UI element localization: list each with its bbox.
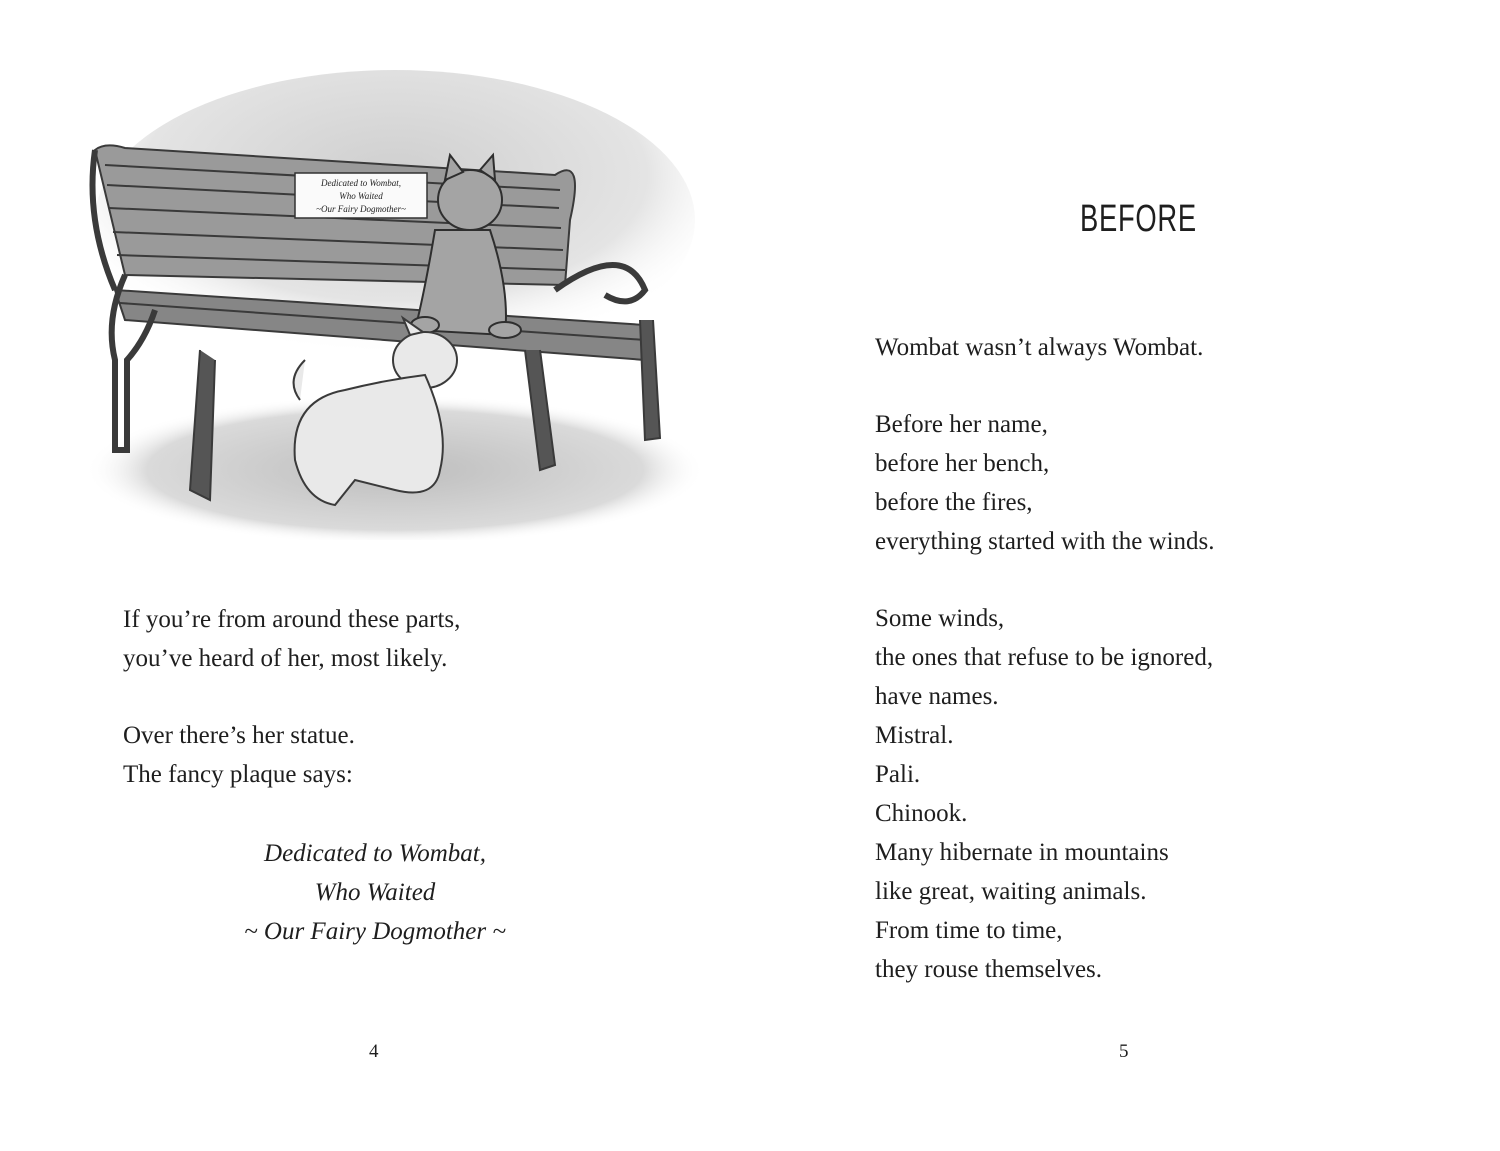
winds-paragraph xyxy=(875,599,1213,989)
text-line: the ones that refuse to be ignored, xyxy=(875,644,1214,671)
plaque-line-2: Who Waited xyxy=(339,191,383,201)
text-line: Before her name, xyxy=(875,411,1048,438)
text-line: If you’re from around these parts, xyxy=(123,606,461,633)
text-line: Pali. xyxy=(875,761,921,788)
text-line: before her bench, xyxy=(875,450,1050,477)
text-line: Many hibernate in mountains xyxy=(875,839,1169,866)
plaque-line-3: ~Our Fairy Dogmother~ xyxy=(316,204,406,214)
intro-paragraph xyxy=(875,328,1203,367)
statue-paragraph xyxy=(123,716,355,794)
text-line: The fancy plaque says: xyxy=(123,761,353,788)
plaque-line-1: Dedicated to Wombat, xyxy=(321,178,401,188)
opening-paragraph xyxy=(123,600,460,678)
text-line: Wombat wasn’t always Wombat. xyxy=(875,334,1204,361)
text-line: they rouse themselves. xyxy=(875,956,1103,983)
page-number: 5 xyxy=(1119,1041,1129,1062)
before-paragraph xyxy=(875,405,1215,561)
text-line: Chinook. xyxy=(875,800,968,827)
bench-illustration xyxy=(85,60,715,540)
text-line: Mistral. xyxy=(875,722,954,749)
dedication-line: ~ Our Fairy Dogmother ~ xyxy=(244,918,506,945)
text-line: like great, waiting animals. xyxy=(875,878,1147,905)
text-line: you’ve heard of her, most likely. xyxy=(123,645,448,672)
right-page xyxy=(750,0,1500,1151)
text-line: before the fires, xyxy=(875,489,1033,516)
page-number: 4 xyxy=(369,1041,379,1062)
dedication-line: Who Waited xyxy=(314,879,436,906)
plaque-dedication xyxy=(0,834,750,951)
chapter-title: BEFORE xyxy=(1080,198,1197,240)
text-line: Some winds, xyxy=(875,605,1005,632)
text-line: have names. xyxy=(875,683,999,710)
text-line: everything started with the winds. xyxy=(875,528,1215,555)
text-line: Over there’s her statue. xyxy=(123,722,355,749)
dedication-line: Dedicated to Wombat, xyxy=(264,840,486,867)
text-line: From time to time, xyxy=(875,917,1063,944)
